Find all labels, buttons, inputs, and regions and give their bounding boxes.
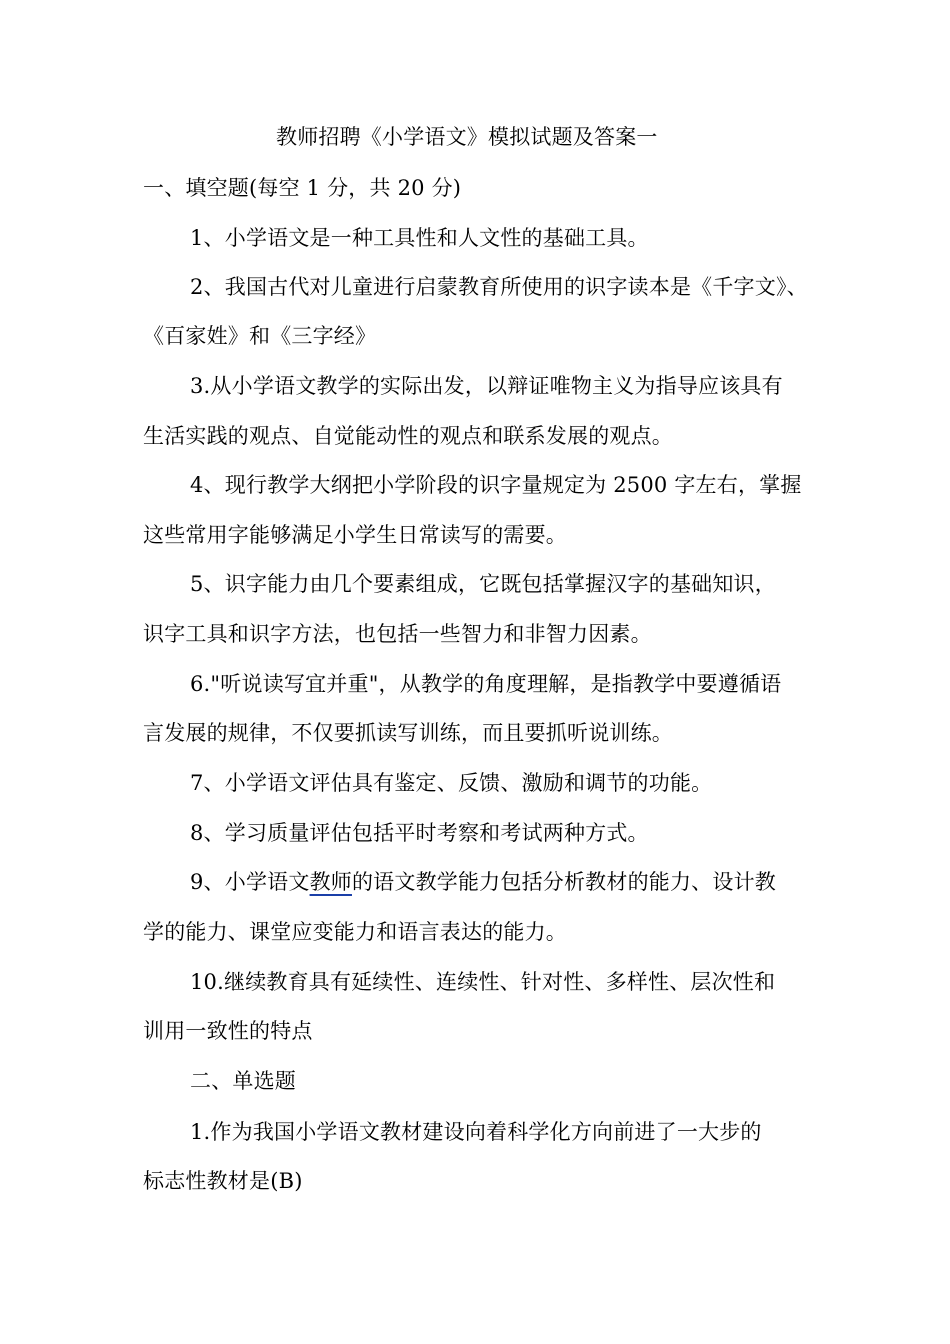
multiple-choice-1-line-1: 1.作为我国小学语文教材建设向着科学化方向前进了一大步的 <box>190 1120 762 1144</box>
question-4-line-1: 4、现行教学大纲把小学阶段的识字量规定为 2500 字左右，掌握 <box>190 473 802 497</box>
question-4-line-2: 这些常用字能够满足小学生日常读写的需要。 <box>143 523 567 547</box>
question-3-line-2: 生活实践的观点、自觉能动性的观点和联系发展的观点。 <box>143 424 673 448</box>
section-1-heading: 一、填空题(每空 1 分，共 20 分) <box>143 176 462 200</box>
section-2-heading: 二、单选题 <box>190 1069 296 1093</box>
question-5-line-2: 识字工具和识字方法，也包括一些智力和非智力因素。 <box>143 622 652 646</box>
question-5-line-1: 5、识字能力由几个要素组成，它既包括掌握汉字的基础知识， <box>190 572 776 596</box>
teacher-link[interactable]: 教师 <box>309 870 352 894</box>
question-10-line-2: 训用一致性的特点 <box>143 1019 313 1043</box>
question-2-line-2: 《百家姓》和《三字经》 <box>143 324 377 348</box>
document-title: 教师招聘《小学语文》模拟试题及答案一 <box>276 125 658 149</box>
question-6-line-2: 言发展的规律，不仅要抓读写训练，而且要抓听说训练。 <box>143 721 673 745</box>
question-6-line-1: 6."听说读写宜并重"，从教学的角度理解，是指教学中要遵循语 <box>190 672 782 696</box>
question-9-line-2: 学的能力、课堂应变能力和语言表达的能力。 <box>143 920 567 944</box>
question-9-suffix: 的语文教学能力包括分析教材的能力、设计教 <box>351 870 776 894</box>
question-9-prefix: 9、小学语文 <box>190 870 310 894</box>
question-3-line-1: 3.从小学语文教学的实际出发，以辩证唯物主义为指导应该具有 <box>190 374 783 398</box>
question-10-line-1: 10.继续教育具有延续性、连续性、针对性、多样性、层次性和 <box>190 970 776 994</box>
question-9-line-1 <box>190 869 776 895</box>
multiple-choice-1-line-2: 标志性教材是(B) <box>143 1169 303 1193</box>
question-7: 7、小学语文评估具有鉴定、反馈、激励和调节的功能。 <box>190 771 713 795</box>
question-1: 1、小学语文是一种工具性和人文性的基础工具。 <box>190 226 649 250</box>
question-2-line-1: 2、我国古代对儿童进行启蒙教育所使用的识字读本是《千字文》、 <box>190 275 808 299</box>
question-8: 8、学习质量评估包括平时考察和考试两种方式。 <box>190 821 649 845</box>
